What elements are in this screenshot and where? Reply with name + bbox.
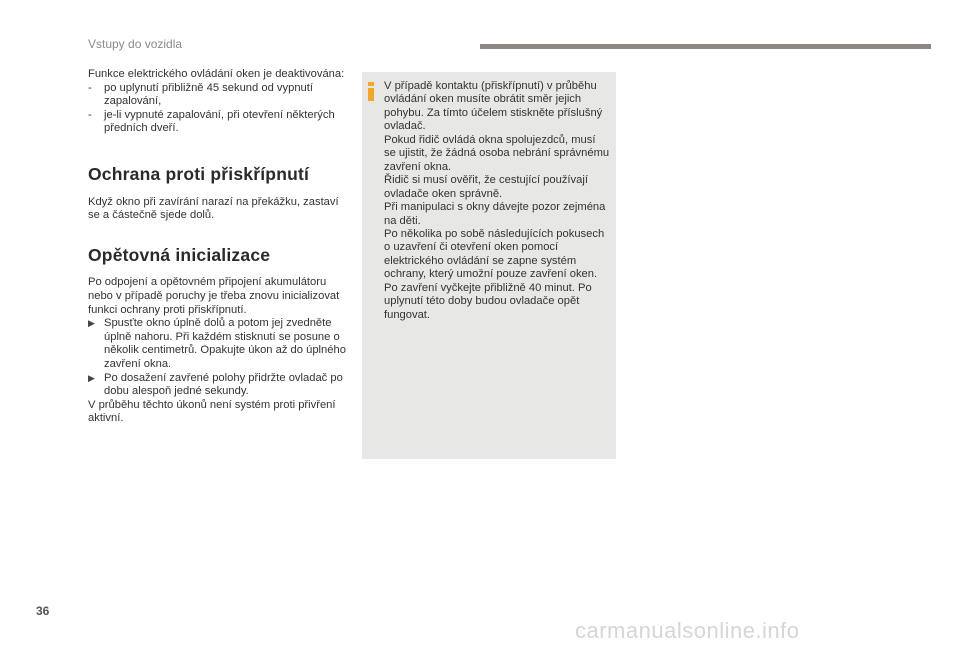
left-column	[88, 68, 348, 426]
step-item	[88, 317, 348, 371]
dash-marker: -	[88, 108, 92, 121]
arrow-bullet-icon: ▶	[88, 372, 95, 383]
intro-text: Funkce elektrického ovládání oken je deaktivována:	[88, 68, 345, 80]
info-paragraph: Po několika po sobě následujících pokusech o uzavření či otevření oken pomocí elektrického ovládání se zapne systém ochrany, který umožní pouze zavření oken. Po zavření vyčkejte přibližně 40 minut. Po uplynutí této doby budou ovladače opět fungovat.	[384, 227, 605, 321]
info-box	[362, 72, 616, 459]
info-paragraph: Řidič si musí ověřit, že cestující používají ovladače oken správně.	[384, 174, 588, 200]
info-paragraph: Při manipulaci s okny dávejte pozor zejména na děti.	[384, 201, 606, 227]
step-text: Po dosažení zavřené polohy přidržte ovladač po dobu alespoň jedné sekundy.	[104, 371, 343, 398]
pinch-protection-text: Když okno při zavírání narazí na překážku, zastaví se a částečně sjede dolů.	[88, 195, 339, 222]
reinitialization-footer: V průběhu těchto úkonů není systém proti přivření aktivní.	[88, 398, 336, 425]
page-section-title: Vstupy do vozidla	[88, 37, 183, 51]
watermark: carmanualsonline.info	[575, 618, 800, 643]
arrow-bullet-icon: ▶	[88, 318, 95, 329]
section-heading-reinitialization: Opětovná inicializace	[88, 244, 271, 265]
page-number: 36	[36, 604, 50, 618]
section-heading-pinch-protection: Ochrana proti přiskřípnutí	[88, 163, 310, 184]
step-item	[88, 372, 348, 399]
header-divider-bar	[480, 44, 931, 49]
dash-item-text: po uplynutí přibližně 45 sekund od vypnutí zapalování,	[104, 81, 313, 108]
info-paragraph: Pokud řidič ovládá okna spolujezdců, musí se ujistit, že žádná osoba nebrání správnému zavření okna.	[384, 133, 610, 173]
step-text: Spusťte okno úplně dolů a potom jej zvedněte úplně nahoru. Při každém stisknutí se posune o několik centimetrů. Opakujte úkon až do úplného zavření okna.	[104, 317, 346, 370]
info-icon	[368, 82, 374, 102]
dash-marker: -	[88, 81, 92, 94]
info-paragraph: V případě kontaktu (přiskřípnutí) v průběhu ovládání oken musíte obrátit směr jejich pohybu. Za tímto účelem stiskněte příslušný ovladač.	[384, 80, 603, 133]
dash-list-item	[88, 109, 348, 136]
info-text	[384, 80, 610, 322]
reinitialization-text: Po odpojení a opětovném připojení akumulátoru nebo v případě poruchy je třeba znovu inicializovat funkci ochrany proti přiskřípnutí.	[88, 276, 340, 316]
dash-list-item	[88, 82, 348, 109]
dash-item-text: je-li vypnuté zapalování, při otevření některých předních dveří.	[104, 108, 335, 135]
